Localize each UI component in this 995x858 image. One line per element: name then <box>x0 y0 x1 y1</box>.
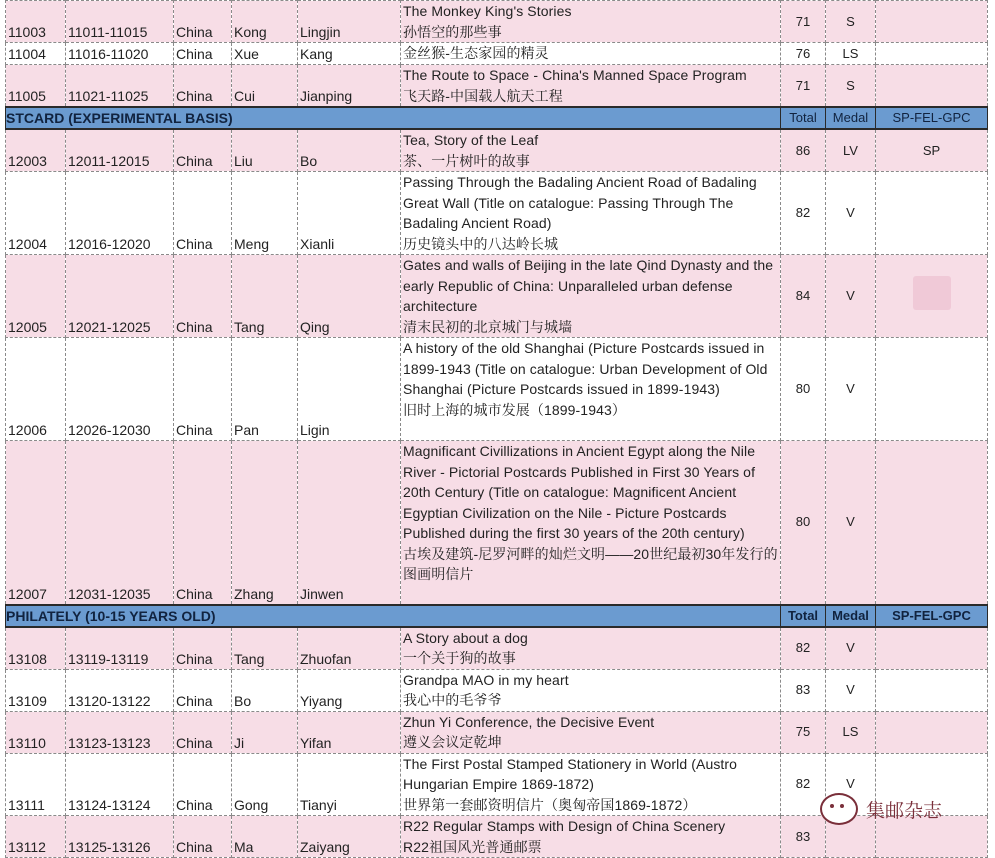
table-row <box>6 65 988 108</box>
special-prize <box>876 172 988 255</box>
special-prize: SP <box>876 129 988 172</box>
country: China <box>174 65 232 108</box>
frame-range: 12011-12015 <box>66 129 174 172</box>
title-chinese: 古埃及建筑-尼罗河畔的灿烂文明——20世纪最初30年发行的图画明信片 <box>403 545 778 582</box>
special-prize <box>876 43 988 65</box>
entry-id: 12006 <box>6 338 66 441</box>
surname: Liu <box>232 129 298 172</box>
total-score: 71 <box>781 1 826 43</box>
medal: V <box>826 441 876 605</box>
medal: LS <box>826 43 876 65</box>
country: China <box>174 753 232 816</box>
exhibit-title <box>401 441 781 605</box>
entry-id: 11003 <box>6 1 66 43</box>
given-name: Kang <box>298 43 401 65</box>
title-chinese: 茶、一片树叶的故事 <box>403 152 530 169</box>
results-table-sheet <box>5 0 988 858</box>
surname: Kong <box>232 1 298 43</box>
medal: S <box>826 1 876 43</box>
table-row <box>6 255 988 338</box>
medal: V <box>826 172 876 255</box>
watermark <box>820 793 942 825</box>
medal: V <box>826 669 876 711</box>
title-english: Passing Through the Badaling Ancient Road of Badaling Great Wall (Title on catalogue: Passing Through The Badaling Ancient Road) <box>403 174 757 231</box>
title-english: Zhun Yi Conference, the Decisive Event <box>403 713 655 730</box>
title-english: Gates and walls of Beijing in the late Qind Dynasty and the early Republic of China: Unparalleled urban defense architecture <box>403 257 774 314</box>
surname: Gong <box>232 753 298 816</box>
surname: Zhang <box>232 441 298 605</box>
exhibit-title <box>401 129 781 172</box>
total-score: 83 <box>781 669 826 711</box>
medal: LS <box>826 711 876 753</box>
entry-id: 13110 <box>6 711 66 753</box>
entry-id: 12003 <box>6 129 66 172</box>
frame-range: 13123-13123 <box>66 711 174 753</box>
entry-id: 13109 <box>6 669 66 711</box>
given-name: Yiyang <box>298 669 401 711</box>
exhibit-title <box>401 753 781 816</box>
column-header-total: Total <box>781 107 826 129</box>
exhibit-title <box>401 65 781 108</box>
section-header-youth <box>6 605 988 627</box>
table-row <box>6 669 988 711</box>
frame-range: 12031-12035 <box>66 441 174 605</box>
medal: V <box>826 255 876 338</box>
special-prize <box>876 65 988 108</box>
frame-range: 13119-13119 <box>66 627 174 670</box>
entry-id: 11004 <box>6 43 66 65</box>
title-english: Magnificant Civillizations in Ancient Egypt along the Nile River - Pictorial Postcards Published in First 30 Years of 20th Century (Title on catalogue: Magnificent Ancient Egyptian Civilization on the Nile - Picture Postcards Published during the first 30 years of the 20th century) <box>403 443 756 541</box>
title-chinese: 孙悟空的那些事 <box>403 23 502 40</box>
entry-id: 12007 <box>6 441 66 605</box>
total-score: 80 <box>781 441 826 605</box>
total-score: 82 <box>781 753 826 816</box>
frame-range: 12021-12025 <box>66 255 174 338</box>
exhibit-title <box>401 669 781 711</box>
title-english: The First Postal Stamped Stationery in World (Austro Hungarian Empire 1869-1872) <box>403 755 738 792</box>
entry-id: 12004 <box>6 172 66 255</box>
title-english: A history of the old Shanghai (Picture Postcards issued in 1899-1943 (Title on catalogue: Urban Development of Old Shanghai (Picture Postcards issued in 1899-1943) <box>403 340 768 397</box>
column-header-special: SP-FEL-GPC <box>876 605 988 627</box>
surname: Meng <box>232 172 298 255</box>
surname: Cui <box>232 65 298 108</box>
frame-range: 13120-13122 <box>66 669 174 711</box>
title-chinese: 清末民初的北京城门与城墙 <box>403 318 573 335</box>
table-row <box>6 441 988 605</box>
table-row <box>6 627 988 670</box>
entry-id: 13112 <box>6 816 66 858</box>
section-header-postcard <box>6 107 988 129</box>
surname: Bo <box>232 669 298 711</box>
given-name: Ligin <box>298 338 401 441</box>
frame-range: 11011-11015 <box>66 1 174 43</box>
title-chinese: 遵义会议定乾坤 <box>403 734 502 750</box>
given-name: Bo <box>298 129 401 172</box>
special-prize <box>876 1 988 43</box>
entry-id: 11005 <box>6 65 66 108</box>
table-row <box>6 172 988 255</box>
country: China <box>174 255 232 338</box>
total-score: 76 <box>781 43 826 65</box>
results-table <box>5 0 988 858</box>
special-prize <box>876 669 988 711</box>
total-score: 71 <box>781 65 826 108</box>
special-prize <box>876 711 988 753</box>
frame-range: 11021-11025 <box>66 65 174 108</box>
given-name: Zhuofan <box>298 627 401 670</box>
entry-id: 12005 <box>6 255 66 338</box>
section-title: PHILATELY (10-15 YEARS OLD) <box>6 605 781 627</box>
frame-range: 13125-13126 <box>66 816 174 858</box>
given-name: Zaiyang <box>298 816 401 858</box>
exhibit-title <box>401 255 781 338</box>
country: China <box>174 1 232 43</box>
table-row <box>6 1 988 43</box>
country: China <box>174 669 232 711</box>
entry-id: 13111 <box>6 753 66 816</box>
medal: V <box>826 627 876 670</box>
country: China <box>174 816 232 858</box>
total-score: 75 <box>781 711 826 753</box>
country: China <box>174 129 232 172</box>
country: China <box>174 711 232 753</box>
column-header-total: Total <box>781 605 826 627</box>
country: China <box>174 338 232 441</box>
surname: Ji <box>232 711 298 753</box>
frame-range: 12016-12020 <box>66 172 174 255</box>
surname: Tang <box>232 255 298 338</box>
title-chinese: 旧时上海的城市发展（1899-1943） <box>403 401 626 418</box>
medal: V <box>826 338 876 441</box>
special-prize <box>876 255 988 338</box>
exhibit-title <box>401 816 781 858</box>
country: China <box>174 43 232 65</box>
medal: S <box>826 65 876 108</box>
title-chinese: 飞天路-中国载人航天工程 <box>403 87 563 104</box>
title-chinese: R22祖国风光普通邮票 <box>403 838 542 855</box>
given-name: Jianping <box>298 65 401 108</box>
exhibit-title <box>401 711 781 753</box>
frame-range: 13124-13124 <box>66 753 174 816</box>
title-english: The Monkey King's Stories <box>403 3 572 19</box>
special-prize <box>876 338 988 441</box>
title-english: The Route to Space - China's Manned Space Program <box>403 67 747 83</box>
title-english: A Story about a dog <box>403 629 528 646</box>
watermark-text: 集邮杂志 <box>866 800 943 822</box>
frame-range: 11016-11020 <box>66 43 174 65</box>
surname: Tang <box>232 627 298 670</box>
table-row <box>6 43 988 65</box>
exhibit-title <box>401 1 781 43</box>
title-english: Grandpa MAO in my heart <box>403 671 569 688</box>
table-row <box>6 129 988 172</box>
column-header-special: SP-FEL-GPC <box>876 107 988 129</box>
entry-id: 13108 <box>6 627 66 670</box>
total-score: 83 <box>781 816 826 858</box>
title-chinese: 金丝猴-生态家园的精灵 <box>403 45 549 61</box>
country: China <box>174 441 232 605</box>
frame-range: 12026-12030 <box>66 338 174 441</box>
country: China <box>174 627 232 670</box>
total-score: 82 <box>781 627 826 670</box>
given-name: Tianyi <box>298 753 401 816</box>
country: China <box>174 172 232 255</box>
wechat-icon <box>820 793 858 825</box>
given-name: Xianli <box>298 172 401 255</box>
exhibit-title <box>401 627 781 670</box>
title-chinese: 世界第一套邮资明信片（奥匈帝国1869-1872） <box>403 796 697 813</box>
special-prize <box>876 627 988 670</box>
total-score: 80 <box>781 338 826 441</box>
given-name: Qing <box>298 255 401 338</box>
medal: V <box>826 753 876 816</box>
special-prize <box>876 441 988 605</box>
table-row <box>6 711 988 753</box>
column-header-medal: Medal <box>826 107 876 129</box>
total-score: 84 <box>781 255 826 338</box>
medal: LV <box>826 129 876 172</box>
column-header-medal: Medal <box>826 605 876 627</box>
total-score: 86 <box>781 129 826 172</box>
title-english: Tea, Story of the Leaf <box>403 132 539 148</box>
surname: Xue <box>232 43 298 65</box>
title-chinese: 历史镜头中的八达岭长城 <box>403 235 559 252</box>
given-name: Yifan <box>298 711 401 753</box>
table-row <box>6 338 988 441</box>
faded-mark <box>913 276 951 310</box>
exhibit-title <box>401 172 781 255</box>
title-english: R22 Regular Stamps with Design of China Scenery <box>403 818 726 834</box>
section-title: STCARD (EXPERIMENTAL BASIS) <box>6 107 781 129</box>
exhibit-title <box>401 338 781 441</box>
given-name: Jinwen <box>298 441 401 605</box>
title-chinese: 我心中的毛爷爷 <box>403 692 502 708</box>
given-name: Lingjin <box>298 1 401 43</box>
surname: Ma <box>232 816 298 858</box>
exhibit-title <box>401 43 781 65</box>
title-chinese: 一个关于狗的故事 <box>403 650 516 666</box>
surname: Pan <box>232 338 298 441</box>
total-score: 82 <box>781 172 826 255</box>
